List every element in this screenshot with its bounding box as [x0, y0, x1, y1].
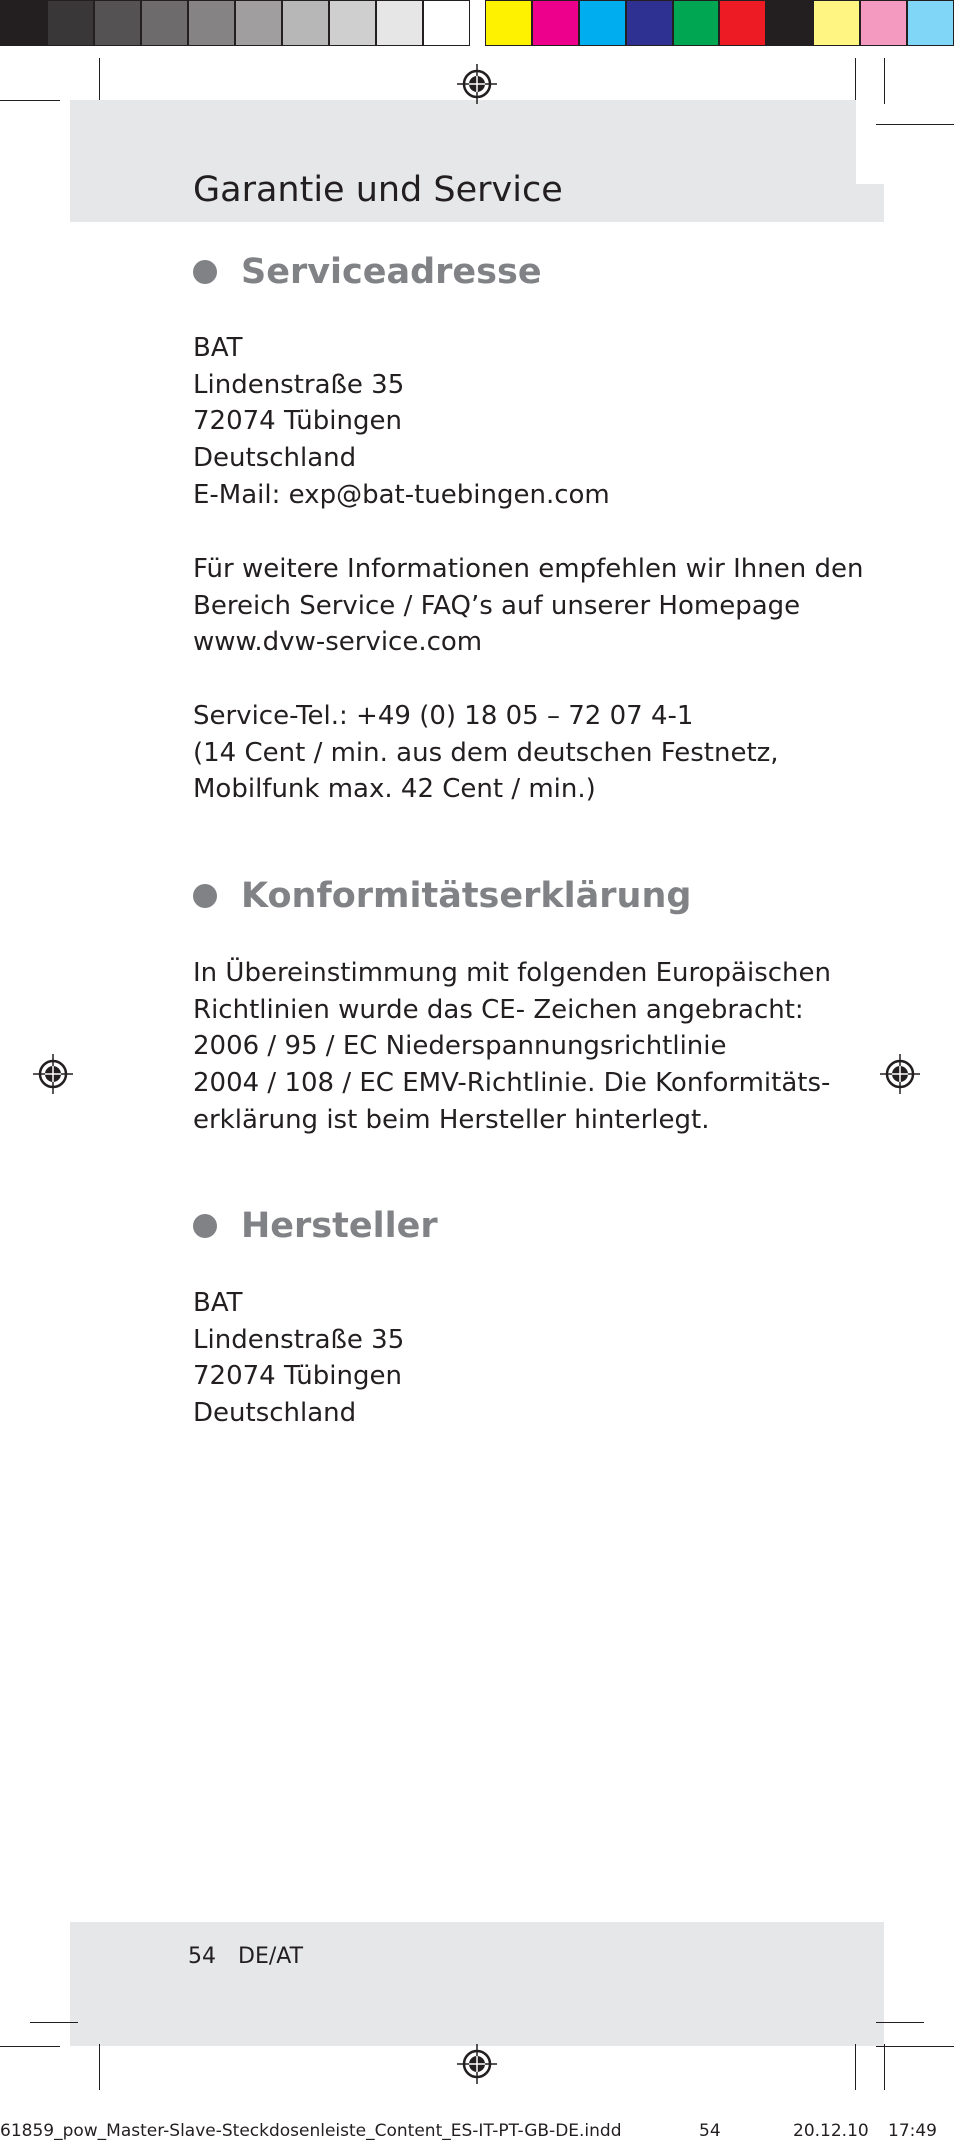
- color-swatch: [47, 0, 94, 46]
- slug-time: 17:49: [888, 2121, 937, 2141]
- address-line: 72074 Tübingen: [193, 1361, 402, 1392]
- address-line: Deutschland: [193, 1398, 357, 1429]
- color-swatch: [719, 0, 766, 46]
- address-line: BAT: [193, 333, 243, 363]
- manufacturer-address: [193, 1285, 404, 1432]
- color-swatch: [188, 0, 235, 46]
- text-line: In Übereinstimmung mit folgenden Europäischen: [193, 958, 832, 988]
- color-swatch: [94, 0, 141, 46]
- text-line: Für weitere Informationen empfehlen wir Ihnen den: [193, 554, 864, 584]
- address-line: Deutschland: [193, 443, 357, 474]
- color-swatch: [673, 0, 720, 46]
- section-title: Hersteller: [241, 1206, 438, 1246]
- address-line: Lindenstraße 35: [193, 1324, 405, 1355]
- color-swatch: [329, 0, 376, 46]
- page-number: 54: [188, 1944, 216, 1969]
- crop-mark: [99, 58, 100, 104]
- text-line: Richtlinien wurde das CE- Zeichen angebracht:: [193, 994, 804, 1025]
- color-swatch: [282, 0, 329, 46]
- section-heading-manufacturer: [193, 1206, 438, 1246]
- website-line: www.dvw-service.com: [193, 627, 483, 658]
- section-heading-service: [193, 252, 542, 292]
- color-swatch: [813, 0, 860, 46]
- registration-mark-icon: [33, 1054, 73, 1094]
- color-swatch: [766, 0, 813, 46]
- conformity-body: [193, 955, 831, 1139]
- locale-label: DE/AT: [238, 1944, 304, 1969]
- text-line: 2004 / 108 / EC EMV-Richtlinie. Die Konformitäts-: [193, 1068, 831, 1099]
- color-swatch: [907, 0, 954, 46]
- color-swatch: [860, 0, 907, 46]
- crop-mark: [30, 2022, 78, 2023]
- header-band-notch: [856, 184, 884, 222]
- crop-mark: [0, 2046, 60, 2047]
- color-swatch: [376, 0, 423, 46]
- crop-mark: [0, 100, 60, 101]
- crop-mark: [884, 2044, 885, 2090]
- footer-band: [70, 1922, 856, 2046]
- service-info: [193, 551, 863, 661]
- process-color-bar: [485, 0, 954, 48]
- color-swatch: [235, 0, 282, 46]
- footer-band-edge: [856, 1922, 884, 2046]
- slug-filename: 61859_pow_Master-Slave-Steckdosenleiste_Content_ES-IT-PT-GB-DE.indd: [0, 2121, 622, 2141]
- registration-mark-icon: [880, 1054, 920, 1094]
- section-title: Konformitätserklärung: [241, 876, 692, 916]
- address-line: 72074 Tübingen: [193, 406, 402, 437]
- registration-mark-icon: [457, 2044, 497, 2084]
- bullet-icon: [193, 1214, 217, 1238]
- color-swatch: [0, 0, 47, 46]
- slug-page: 54: [699, 2121, 721, 2141]
- bullet-icon: [193, 884, 217, 908]
- text-line: erklärung ist beim Hersteller hinterlegt.: [193, 1104, 710, 1135]
- text-line: Bereich Service / FAQ’s auf unserer Homepage: [193, 590, 801, 621]
- text-line: Mobilfunk max. 42 Cent / min.): [193, 774, 596, 805]
- crop-mark: [99, 2044, 100, 2090]
- crop-mark: [855, 2044, 856, 2090]
- text-line: (14 Cent / min. aus dem deutschen Festnetz,: [193, 737, 779, 768]
- crop-mark: [855, 58, 856, 104]
- phone-line: Service-Tel.: +49 (0) 18 05 – 72 07 4-1: [193, 701, 694, 731]
- service-address: [193, 330, 610, 514]
- crop-mark: [884, 58, 885, 104]
- crop-mark: [876, 2046, 954, 2047]
- slug-date: 20.12.10: [793, 2121, 869, 2141]
- email-line: E-Mail: exp@bat-tuebingen.com: [193, 479, 610, 510]
- color-swatch: [485, 0, 532, 46]
- address-line: Lindenstraße 35: [193, 369, 405, 400]
- section-title: Serviceadresse: [241, 252, 542, 292]
- text-line: 2006 / 95 / EC Niederspannungsrichtlinie: [193, 1031, 727, 1062]
- color-swatch: [532, 0, 579, 46]
- color-swatch: [626, 0, 673, 46]
- crop-mark: [876, 2022, 924, 2023]
- section-heading-conformity: [193, 876, 691, 916]
- gray-calibration-bar: [0, 0, 470, 48]
- registration-mark-icon: [457, 64, 497, 104]
- color-swatch: [141, 0, 188, 46]
- color-swatch: [579, 0, 626, 46]
- color-swatch: [423, 0, 470, 46]
- service-phone: [193, 698, 779, 808]
- crop-mark: [876, 124, 954, 125]
- address-line: BAT: [193, 1288, 243, 1318]
- page-title: Garantie und Service: [193, 170, 563, 210]
- bullet-icon: [193, 260, 217, 284]
